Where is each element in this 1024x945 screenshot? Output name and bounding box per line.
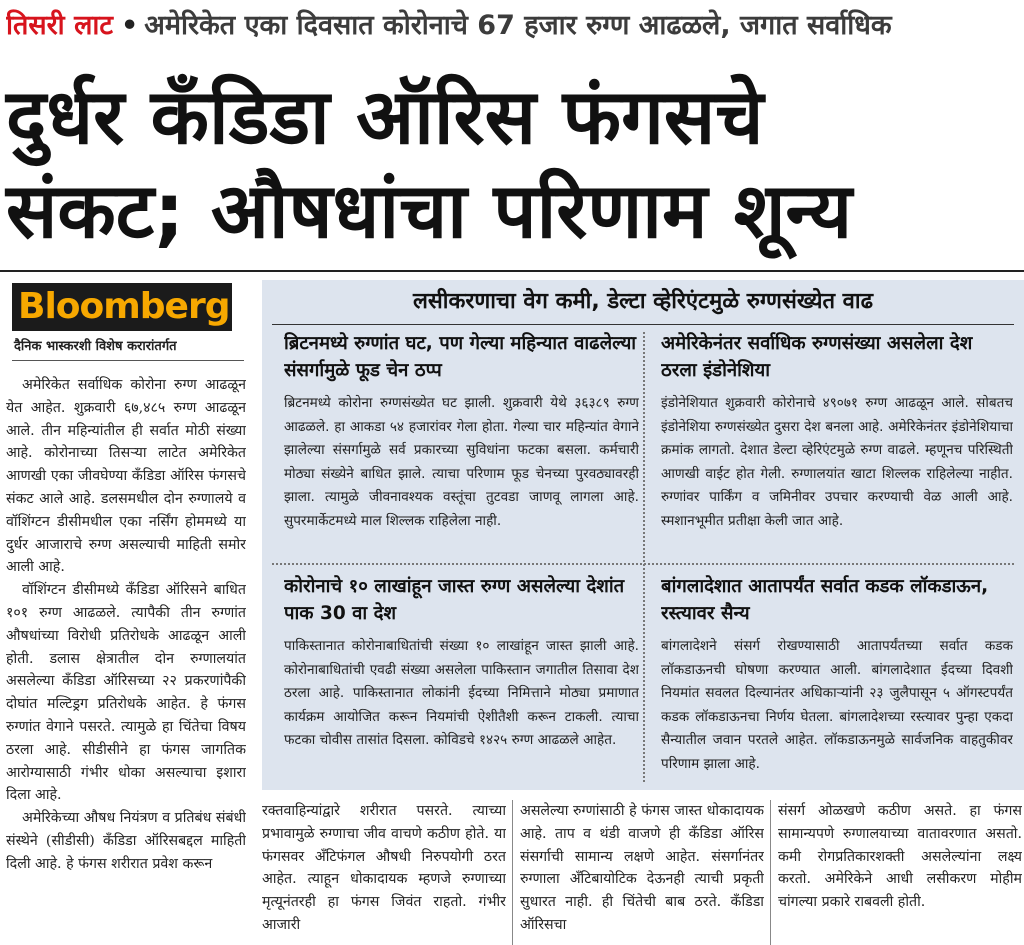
side-panel (262, 280, 1024, 790)
source-note: दैनिक भास्करशी विशेष करारांतर्गत (14, 339, 177, 354)
kicker (6, 4, 1018, 48)
box-pakistan (284, 573, 639, 783)
headline (6, 70, 1018, 258)
continuation-column-3: संसर्ग ओळखणे कठीण असते. हा फंगस सामान्यपणे रुग्णालयाच्या वातावरणात असतो. कमी रोगप्रतिकारशक्ती असलेल्यांना लक्ष्य करतो. अमेरिकेने आधी लसीकरण मोहीम चांगल्या प्रकारे राबवली होती. (778, 803, 1022, 911)
column-separator (512, 800, 513, 945)
column-separator (770, 800, 771, 945)
box-title: कोरोनाचे १० लाखांहून जास्त रुग्ण असलेल्या देशांत पाक 30 वा देश (284, 576, 625, 624)
panel-vertical-divider (643, 332, 645, 782)
box-text: ब्रिटनमध्ये कोरोना रुग्णसंख्येत घट झाली. शुक्रवारी येथे ३६३८९ रुग्ण आढळले. हा आकडा ५४ हजारांवर गेला होता. गेल्या चार महिन्यांत वेगाने झालेल्या संसर्गामुळे सर्व प्रकारच्या सुविधांना फटका बसला. कर्मचारी मोठ्या संख्येने बाधित झाले. त्याचा परिणाम फूड चेनच्या पुरवठ्यावरही झाला. त्यामुळे जीवनावश्यक वस्तूंचा तुटवडा जाणवू लागला आहे. सुपरमार्केटमध्ये माल शिल्लक राहिलेला नाही. (284, 395, 639, 529)
headline-line-2: संकट; औषधांचा परिणाम शून्य (6, 166, 853, 255)
box-text: बांगलादेशने संसर्ग रोखण्यासाठी आतापर्यंतच्या सर्वात कडक लॉकडाऊनची घोषणा करण्यात आली. बांगलादेशात ईदच्या दिवशी नियमांत सवलत दिल्यानंतर अधिकाऱ्यांनी २३ जुलैपासून ५ ऑगस्टपर्यंत कडक लॉकडाऊनचा निर्णय घेतला. बांगलादेशच्या रस्त्यावर पुन्हा एकदा सैन्यातील जवान परतले आहेत. लॉकडाऊनमुळे सार्वजनिक वाहतुकीवर परिणाम झाला आहे. (661, 638, 1013, 772)
source-rule (12, 360, 244, 361)
top-rule (0, 270, 1024, 272)
kicker-label: तिसरी लाट (6, 10, 113, 41)
box-indonesia (661, 330, 1013, 560)
box-text: पाकिस्तानात कोरोनाबाधितांची संख्या १० लाखांहून जास्त झाली आहे. कोरोनाबाधितांची एवढी संख्या असलेला पाकिस्तान जगातील तिसावा देश ठरला आहे. पाकिस्तानात लोकांनी ईदच्या निमित्ताने मोठ्या प्रमाणात कार्यक्रम आयोजित करून नियमांची ऐशीतैशी करून टाकली. त्याचा फटका चोवीस तासांत दिसला. कोविडचे १४२५ रुग्ण आढळले आहेत. (284, 638, 639, 749)
headline-line-1: दुर्धर कँडिडा ऑरिस फंगसचे (6, 72, 764, 161)
kicker-bullet: • (120, 10, 139, 41)
continuation-column-1: रक्तवाहिन्यांद्वारे शरीरात पसरते. त्याच्या प्रभावामुळे रुग्णाचा जीव वाचणे कठीण होते. या फंगसवर ॲंटिफंगल औषधी निरुपयोगी ठरत आहेत. त्याहून धोकादायक म्हणजे रुग्णाच्या मृत्यूनंतरही हा फंगस जिवंत राहतो. गंभीर आजारी (262, 803, 506, 933)
lead-column (6, 374, 246, 942)
box-title: अमेरिकेनंतर सर्वाधिक रुग्णसंख्या असलेला देश ठरला इंडोनेशिया (661, 333, 973, 381)
bloomberg-logo: Bloomberg (12, 283, 232, 331)
box-bangladesh (661, 573, 1013, 783)
box-title: ब्रिटनमध्ये रुग्णांत घट, पण गेल्या महिन्यात वाढलेल्या संसर्गामुळे फूड चेन ठप्प (284, 333, 637, 381)
panel-title: लसीकरणाचा वेग कमी, डेल्टा व्हेरिएंटमुळे रुग्णसंख्येत वाढ (413, 289, 873, 314)
box-title: बांगलादेशात आतापर्यंत सर्वात कडक लॉकडाऊन, रस्त्यावर सैन्य (661, 576, 989, 624)
lead-paragraph: अमेरिकेत सर्वाधिक कोरोना रुग्ण आढळून येत आहेत. शुक्रवारी ६७,४८५ रुग्ण आढळून आले. तीन महिन्यांतील ही सर्वात मोठी संख्या आहे. कोरोनाच्या तिसऱ्या लाटेत अमेरिकेत आणखी एका जीवघेण्या कँडिडा ऑरिस फंगसचे संकट आले आहे. डलसमधील दोन रुग्णालये व वॉशिंग्टन डीसीमधील एका नर्सिंग होममध्ये या दुर्धर आजाराचे रुग्ण असल्याची माहिती समोर आली आहे. (6, 377, 246, 576)
lead-paragraph: वॉशिंग्टन डीसीमध्ये कँडिडा ऑरिसने बाधित १०१ रुग्ण आढळले. त्यापैकी तीन रुग्णांत औषधांच्या विरोधी प्रतिरोधके आढळून आली होती. डलास क्षेत्रातील दोन रुग्णालयांत असलेल्या कँडिडा ऑरिसच्या २२ प्रकरणांपैकी दोघांत मल्टिड्रग प्रतिरोधके आहेत. हे फंगस रुग्णांत वेगाने पसरते. त्यामुळे हा चिंतेचा विषय ठरला आहे. सीडीसीने हा फंगस जागतिक आरोग्यासाठी गंभीर धोका असल्याचा इशारा दिला आहे. (6, 582, 246, 804)
continuation-column-2: असलेल्या रुग्णांसाठी हे फंगस जास्त धोकादायक आहे. ताप व थंडी वाजणे ही कँडिडा ऑरिस संसर्गाची सामान्य लक्षणे आहेत. संसर्गानंतर रुग्णाला ॲंटिबायोटिक देऊनही त्याची प्रकृती सुधारत नाही. ही चिंतेची बाब ठरते. कँडिडा ऑरिसचा (520, 803, 764, 933)
lead-paragraph: अमेरिकेच्या औषध नियंत्रण व प्रतिबंध संबंधी संस्थेने (सीडीसी) कँडिडा ऑरिसबद्दल माहिती दिली आहे. हे फंगस शरीरात प्रवेश करून (6, 810, 246, 872)
box-britain (284, 330, 639, 560)
box-text: इंडोनेशियात शुक्रवारी कोरोनाचे ४९०७१ रुग्ण आढळून आले. सोबतच इंडोनेशिया रुग्णसंख्येत दुसरा देश बनला आहे. अमेरिकेनंतर इंडोनेशियाचा क्रमांक लागतो. देशात डेल्टा व्हेरिएंटमुळे रुग्ण वाढले. म्हणूनच परिस्थिती आणखी वाईट होत गेली. रुग्णालयांत खाटा शिल्लक राहिलेल्या नाहीत. रुग्णांवर पार्किंग व जमिनीवर उपचार करण्याची वेळ आली आहे. स्मशानभूमीत प्रतीक्षा केली जात आहे. (661, 395, 1013, 529)
panel-rule (272, 324, 1014, 325)
kicker-text: अमेरिकेत एका दिवसात कोरोनाचे 67 हजार रुग्ण आढळले, जगात सर्वाधिक (144, 10, 892, 41)
panel-horizontal-divider (272, 563, 1014, 565)
